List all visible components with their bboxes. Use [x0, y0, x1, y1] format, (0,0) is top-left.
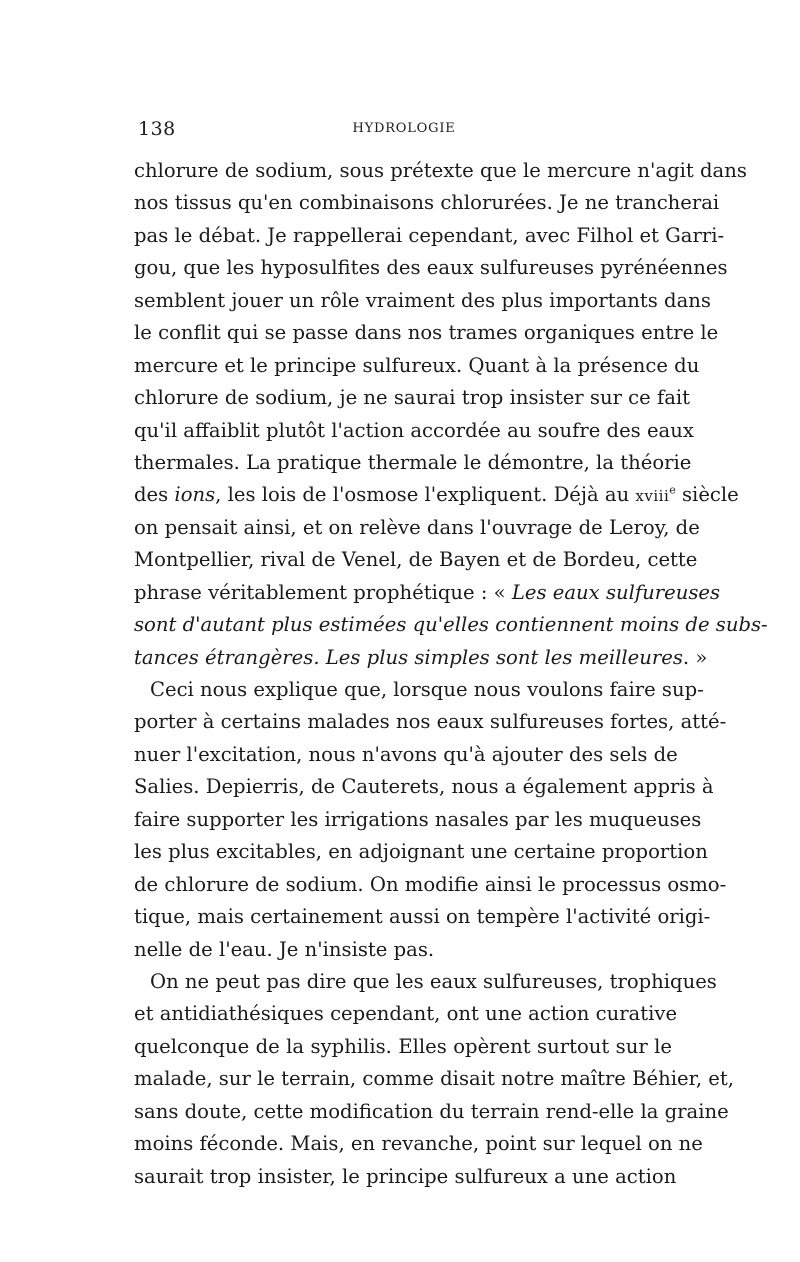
text-line: sont d'autant plus estimées qu'elles contiennent moins de subs- [134, 613, 768, 637]
text-line: de chlorure de sodium. On modifie ainsi le processus osmo- [134, 872, 727, 896]
text-line: chlorure de sodium, je ne saurai trop insister sur ce fait [134, 386, 691, 410]
text-line: on pensait ainsi, et on relève dans l'ouvrage de Leroy, de [134, 515, 700, 539]
body-text [134, 155, 768, 1193]
text-line: semblent jouer un rôle vraiment des plus importants dans [134, 288, 711, 312]
running-title: HYDROLOGIE [352, 121, 456, 136]
text-line: quelconque de la syphilis. Elles opèrent surtout sur le [134, 1034, 672, 1058]
text-line: thermales. La pratique thermale le démontre, la théorie [134, 450, 692, 474]
text-line: pas le débat. Je rappellerai cependant, avec Filhol et Garri- [134, 223, 725, 247]
text-line: mercure et le principe sulfureux. Quant à la présence du [134, 353, 700, 377]
text-line: Ceci nous explique que, lorsque nous voulons faire sup- [150, 678, 704, 701]
italic-run: Les eaux sulfureuses [511, 580, 721, 604]
text-line: On ne peut pas dire que les eaux sulfureuses, trophiques [150, 969, 717, 993]
text-line: nelle de l'eau. Je n'insiste pas. [134, 937, 435, 961]
text-line: saurait trop insister, le principe sulfureux a une action [134, 1164, 677, 1188]
superscript: e [669, 483, 676, 497]
text-line: malade, sur le terrain, comme disait notre maître Béhier, et, [134, 1067, 734, 1091]
text-run: des [134, 483, 175, 507]
text-line: et antidiathésiques cependant, ont une action curative [134, 1002, 678, 1026]
running-head [138, 118, 670, 140]
text-line: nuer l'excitation, nous n'avons qu'à ajouter des sels de [134, 742, 678, 766]
small-caps-numeral: xviii [635, 487, 670, 506]
text-line: faire supporter les irrigations nasales par les muqueuses [134, 807, 702, 831]
text-run: , les lois de l'osmose l'expliquent. Déjà au [215, 483, 636, 507]
text-line: qu'il affaiblit plutôt l'action accordée au soufre des eaux [134, 418, 694, 442]
text-run: siècle [675, 483, 739, 507]
text-line: les plus excitables, en adjoignant une certaine proportion [134, 840, 708, 864]
text-line: Salies. Depierris, de Cauterets, nous a également appris à [134, 775, 714, 799]
text-line: sans doute, cette modification du terrain rend-elle la graine [134, 1099, 729, 1123]
page-number: 138 [138, 118, 176, 140]
italic-run: ions [174, 483, 216, 507]
text-line: porter à certains malades nos eaux sulfureuses fortes, atté- [134, 710, 727, 734]
text-line: Montpellier, rival de Venel, de Bayen et de Bordeu, cette [134, 548, 698, 572]
italic-run: tances étrangères. Les plus simples sont les meilleures [134, 645, 683, 669]
text-line [134, 479, 739, 511]
text-line: gou, que les hyposulfites des eaux sulfureuses pyrénéennes [134, 256, 728, 280]
text-line [134, 577, 721, 609]
text-line: nos tissus qu'en combinaisons chlorurées. Je ne trancherai [134, 191, 720, 215]
text-line [134, 642, 708, 674]
text-run: phrase véritablement prophétique : « [134, 580, 512, 604]
text-run: . » [682, 645, 708, 669]
text-line: tique, mais certainement aussi on tempère l'activité origi- [134, 905, 711, 929]
text-line: moins féconde. Mais, en revanche, point sur lequel on ne [134, 1132, 703, 1156]
text-line: le conflit qui se passe dans nos trames organiques entre le [134, 321, 719, 345]
text-line: chlorure de sodium, sous prétexte que le mercure n'agit dans [134, 159, 747, 182]
